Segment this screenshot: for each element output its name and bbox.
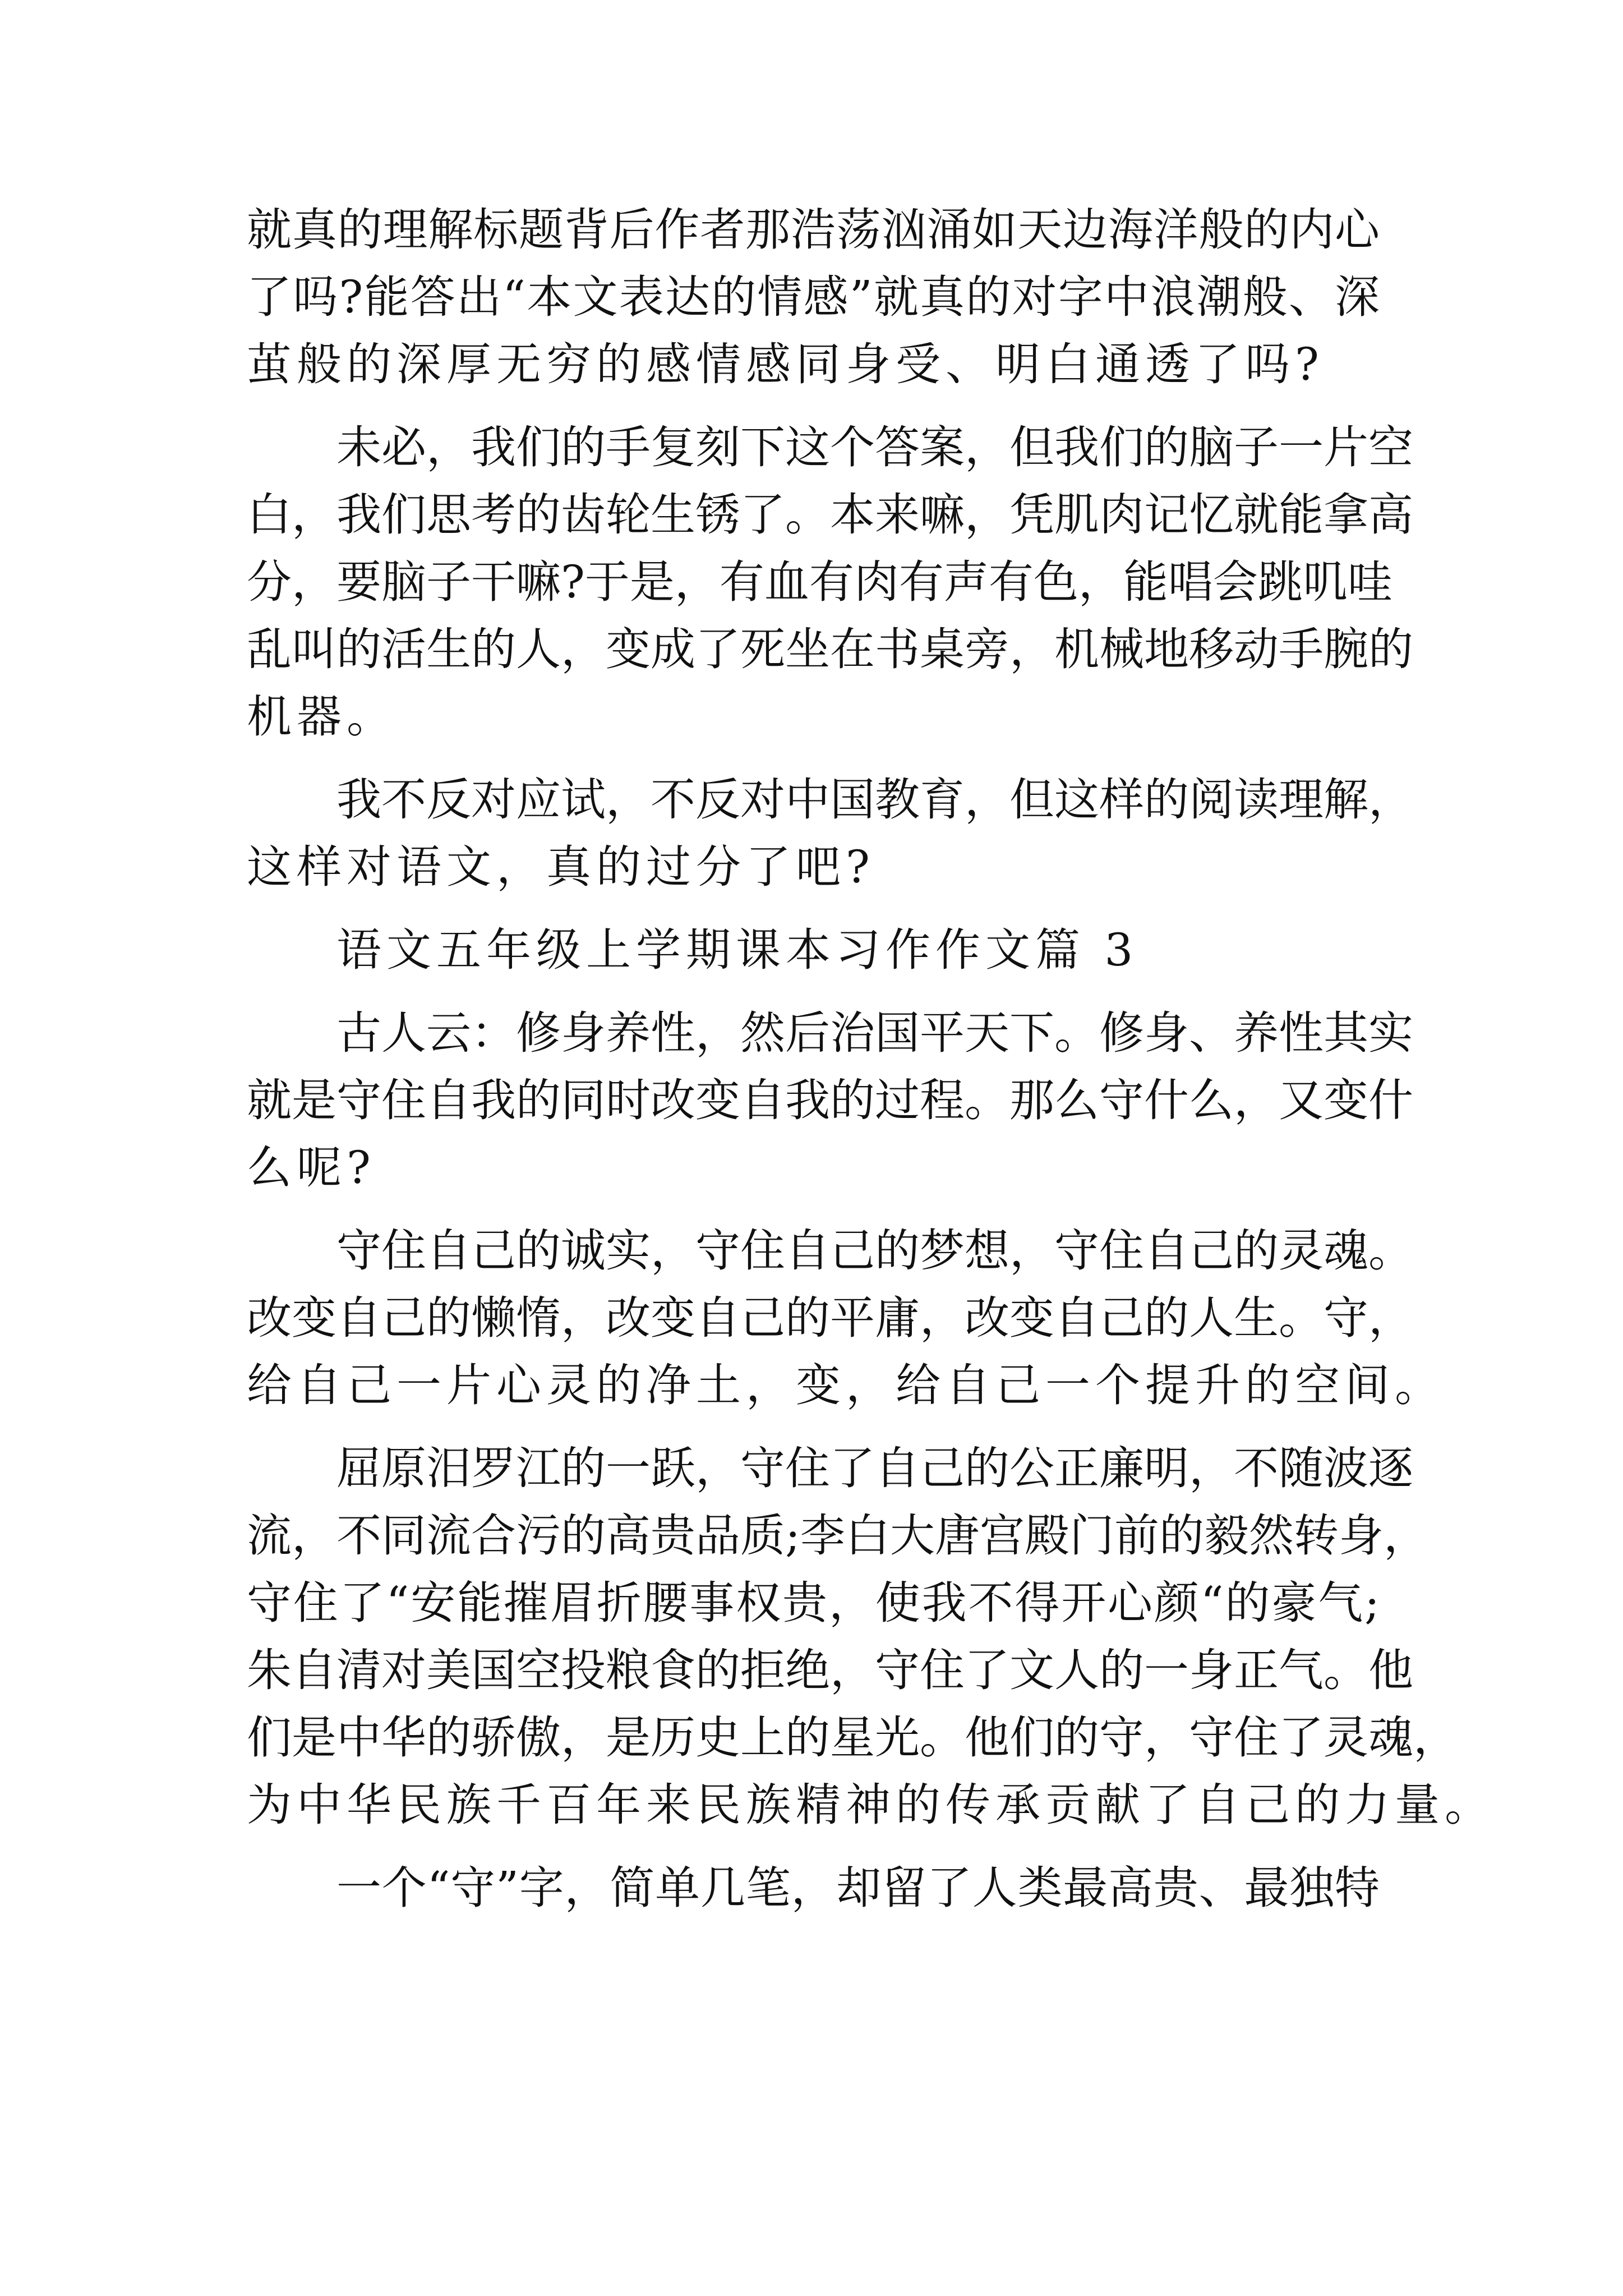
text-line: 朱自清对美国空投粮食的拒绝，守住了文人的一身正气。他 bbox=[247, 1644, 1413, 1696]
section-heading bbox=[247, 917, 1380, 984]
paragraph bbox=[247, 1000, 1413, 1202]
text-line: 守住了“安能摧眉折腰事权贵，使我不得开心颜“的豪气; bbox=[247, 1577, 1380, 1629]
text-line: 未必，我们的手复刻下这个答案，但我们的脑子一片空 bbox=[336, 421, 1413, 473]
text-line: 就是守住自我的同时改变自我的过程。那么守什么，又变什 bbox=[247, 1074, 1413, 1126]
paragraph bbox=[247, 766, 1413, 901]
text-line: 古人云：修身养性，然后治国平天下。修身、养性其实 bbox=[336, 1007, 1413, 1059]
text-line: 语文五年级上学期课本习作作文篇 3 bbox=[336, 924, 1138, 976]
text-line: 屈原汨罗江的一跃，守住了自己的公正廉明，不随波逐 bbox=[336, 1442, 1413, 1494]
paragraph bbox=[247, 196, 1380, 398]
document-body bbox=[247, 196, 1495, 1922]
text-line: 为中华民族千百年来民族精神的传承贡献了自己的力量。 bbox=[247, 1779, 1495, 1831]
text-line: 乱叫的活生的人，变成了死坐在书桌旁，机械地移动手腕的 bbox=[247, 623, 1413, 675]
paragraph bbox=[247, 414, 1413, 751]
text-line: 就真的理解标题背后作者那浩荡汹涌如天边海洋般的内心 bbox=[247, 204, 1380, 256]
text-line: 守住自己的诚实，守住自己的梦想，守住自己的灵魂。 bbox=[336, 1225, 1413, 1277]
text-line: 茧般的深厚无穷的感情感同身受、明白通透了吗? bbox=[247, 338, 1324, 390]
text-line: 们是中华的骄傲，是历史上的星光。他们的守，守住了灵魂， bbox=[247, 1711, 1458, 1764]
text-line: 这样对语文，真的过分了吧? bbox=[247, 841, 875, 893]
text-line: 了吗?能答出“本文表达的情感”就真的对字中浪潮般、深 bbox=[247, 271, 1380, 323]
text-line: 一个“守”字，简单几笔，却留了人类最高贵、最独特 bbox=[336, 1862, 1380, 1914]
text-line: 给自己一片心灵的净土，变，给自己一个提升的空间。 bbox=[247, 1359, 1445, 1411]
paragraph bbox=[247, 1435, 1495, 1839]
text-line: 白，我们思考的齿轮生锈了。本来嘛，凭肌肉记忆就能拿高 bbox=[247, 489, 1413, 541]
text-line: 分，要脑子干嘛?于是，有血有肉有声有色，能唱会跳叽哇 bbox=[247, 556, 1393, 608]
paragraph bbox=[247, 1217, 1445, 1419]
text-line: 流，不同流合污的高贵品质;李白大唐宫殿门前的毅然转身， bbox=[247, 1510, 1428, 1562]
text-line: 我不反对应试，不反对中国教育，但这样的阅读理解， bbox=[336, 774, 1413, 826]
text-line: 机器。 bbox=[247, 691, 396, 743]
paragraph bbox=[247, 1855, 1380, 1922]
text-line: 么呢? bbox=[247, 1142, 376, 1194]
text-line: 改变自己的懒惰，改变自己的平庸，改变自己的人生。守， bbox=[247, 1292, 1413, 1344]
